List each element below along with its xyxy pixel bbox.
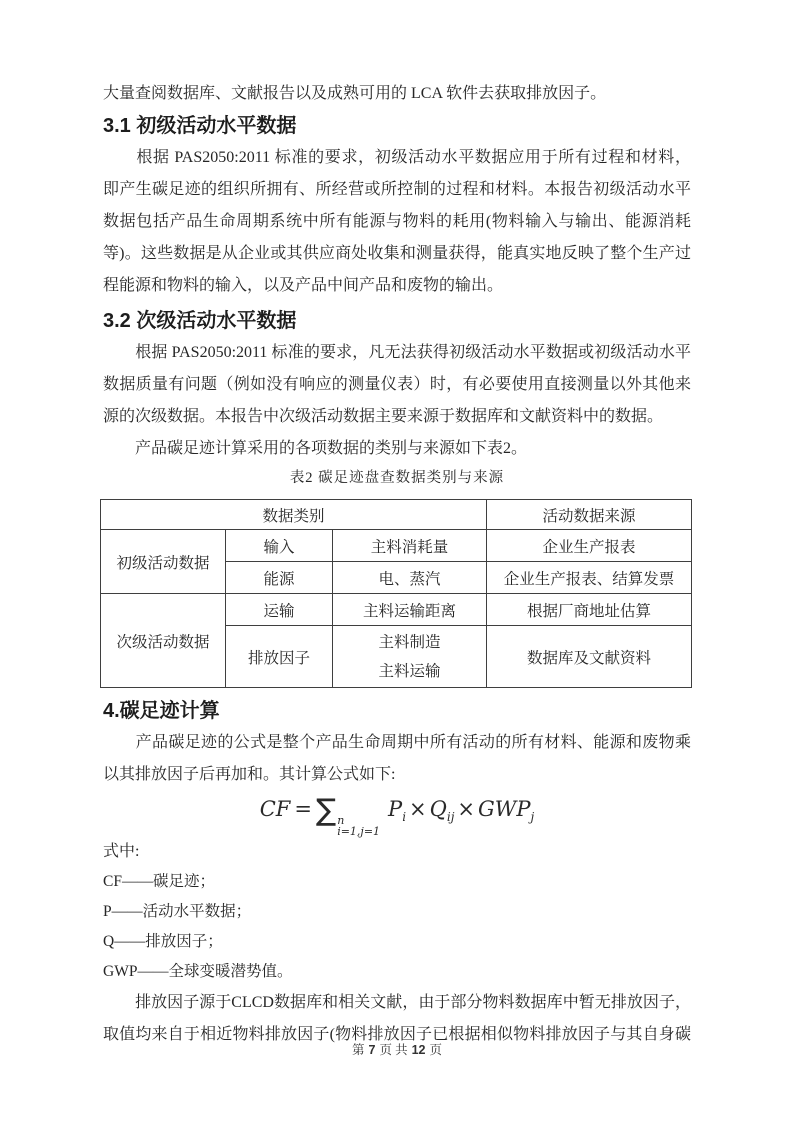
header-cell-source: 活动数据来源 (487, 500, 692, 530)
formula-term-q-sub: ij (446, 810, 455, 825)
cell-source: 根据厂商地址估算 (487, 594, 692, 626)
section-4-heading: 4.碳足迹计算 (103, 700, 220, 722)
sigma-symbol: ∑ (315, 793, 337, 828)
text-line: Q——排放因子； (103, 933, 223, 950)
sigma-upper-limit: n (337, 814, 345, 827)
footer-page-number: 7 (368, 1043, 376, 1057)
cell-detail (333, 626, 487, 688)
text-line: 等)。这些数据是从企业或其供应商处收集和测量获得，能真实地反映了整个生产过 (103, 245, 691, 262)
footer-prefix: 第 (351, 1043, 365, 1057)
sigma-lower-limit: i=1,j=1 (337, 825, 381, 838)
formula-term-p-sub: i (402, 810, 407, 825)
section-3-1-paragraph (103, 142, 691, 302)
text-line: CF——碳足迹； (103, 873, 215, 890)
text-line: 程能源和物料的输入，以及产品中间产品和废物的输出。 (103, 277, 504, 294)
header-cell-category: 数据类别 (101, 500, 487, 530)
footer-middle: 页 共 (379, 1043, 408, 1057)
multiply-sign: × (409, 797, 427, 821)
cell-source: 数据库及文献资料 (487, 626, 692, 688)
text-line: 排放因子源于CLCD数据库和相关文献，由于部分物料数据库中暂无排放因子， (103, 994, 691, 1011)
table-intro-paragraph (103, 433, 691, 465)
table-row-header (101, 500, 692, 530)
text-line: 数据包括产品生命周期系统中所有能源与物料的耗用(物料输入与输出、能源消耗 (103, 213, 691, 230)
cell-type: 排放因子 (226, 626, 333, 688)
text-line: 根据 PAS2050:2011 标准的要求，凡无法获得初级活动水平数据或初级活动水平 (103, 344, 691, 361)
formula-term-gwp: GWP (478, 797, 531, 821)
table2 (100, 499, 692, 688)
cell-detail: 电、蒸汽 (333, 562, 487, 594)
formula-term-q: Q (429, 797, 447, 821)
text-line: 以其排放因子后再加和。其计算公式如下: (103, 766, 396, 783)
text-line: 根据 PAS2050:2011 标准的要求，初级活动水平数据应用于所有过程和材料， (103, 149, 691, 166)
text-line: GWP——全球变暖潜势值。 (103, 963, 293, 980)
cell-detail-line2: 主料运输 (378, 662, 441, 680)
formula-term-p: P (388, 797, 403, 821)
cell-type: 运输 (226, 594, 333, 626)
multiply-sign: × (457, 797, 476, 821)
page-footer (0, 1040, 794, 1058)
section-4-paragraph (103, 727, 691, 791)
carbon-footprint-formula (260, 793, 535, 837)
sigma-limits (337, 815, 380, 837)
table2-caption: 表2 碳足迹盘查数据类别与来源 (289, 470, 505, 486)
table-intro-line: 产品碳足迹计算采用的各项数据的类别与来源如下表2。 (103, 440, 528, 457)
footer-suffix: 页 (429, 1043, 443, 1057)
text-line: 即产生碳足迹的组织所拥有、所经营或所控制的过程和材料。本报告初级活动水平 (103, 181, 691, 198)
section-3-1-heading: 3.1 初级活动水平数据 (103, 115, 297, 137)
table-row (101, 530, 692, 562)
table-row (101, 594, 692, 626)
cell-detail-line1: 主料制造 (378, 633, 441, 651)
section-3-2-heading: 3.2 次级活动水平数据 (103, 310, 297, 332)
formula-term-gwp-sub: j (530, 810, 535, 825)
cell-group-secondary: 次级活动数据 (101, 594, 226, 688)
text-line: 取值均来自于相近物料排放因子(物料排放因子已根据相似物料排放因子与其自身碳 (103, 1026, 691, 1043)
cell-source: 企业生产报表 (487, 530, 692, 562)
footer-total-pages: 12 (411, 1043, 426, 1057)
text-line: P——活动水平数据； (103, 903, 252, 920)
cell-detail: 主料消耗量 (333, 530, 487, 562)
text-line: 数据质量有问题（例如没有响应的测量仪表）时，有必要使用直接测量以外其他来 (103, 376, 691, 393)
formula-block (103, 793, 691, 837)
cell-type: 能源 (226, 562, 333, 594)
cell-group-primary: 初级活动数据 (101, 530, 226, 594)
cell-source: 企业生产报表、结算发票 (487, 562, 692, 594)
symbol-definitions (103, 867, 691, 987)
section-3-2-paragraph (103, 337, 691, 433)
formula-lhs: CF (259, 797, 291, 821)
intro-line: 大量查阅数据库、文献报告以及成熟可用的 LCA 软件去获取排放因子。 (103, 85, 607, 102)
intro-paragraph (103, 78, 691, 110)
definitions-intro: 式中: (103, 843, 140, 860)
cell-type: 输入 (226, 530, 333, 562)
text-line: 源的次级数据。本报告中次级活动数据主要来源于数据库和文献资料中的数据。 (103, 408, 664, 425)
text-line: 产品碳足迹的公式是整个产品生命周期中所有活动的所有材料、能源和废物乘 (103, 734, 691, 751)
formula-equals: = (294, 797, 312, 821)
cell-detail: 主料运输距离 (333, 594, 487, 626)
